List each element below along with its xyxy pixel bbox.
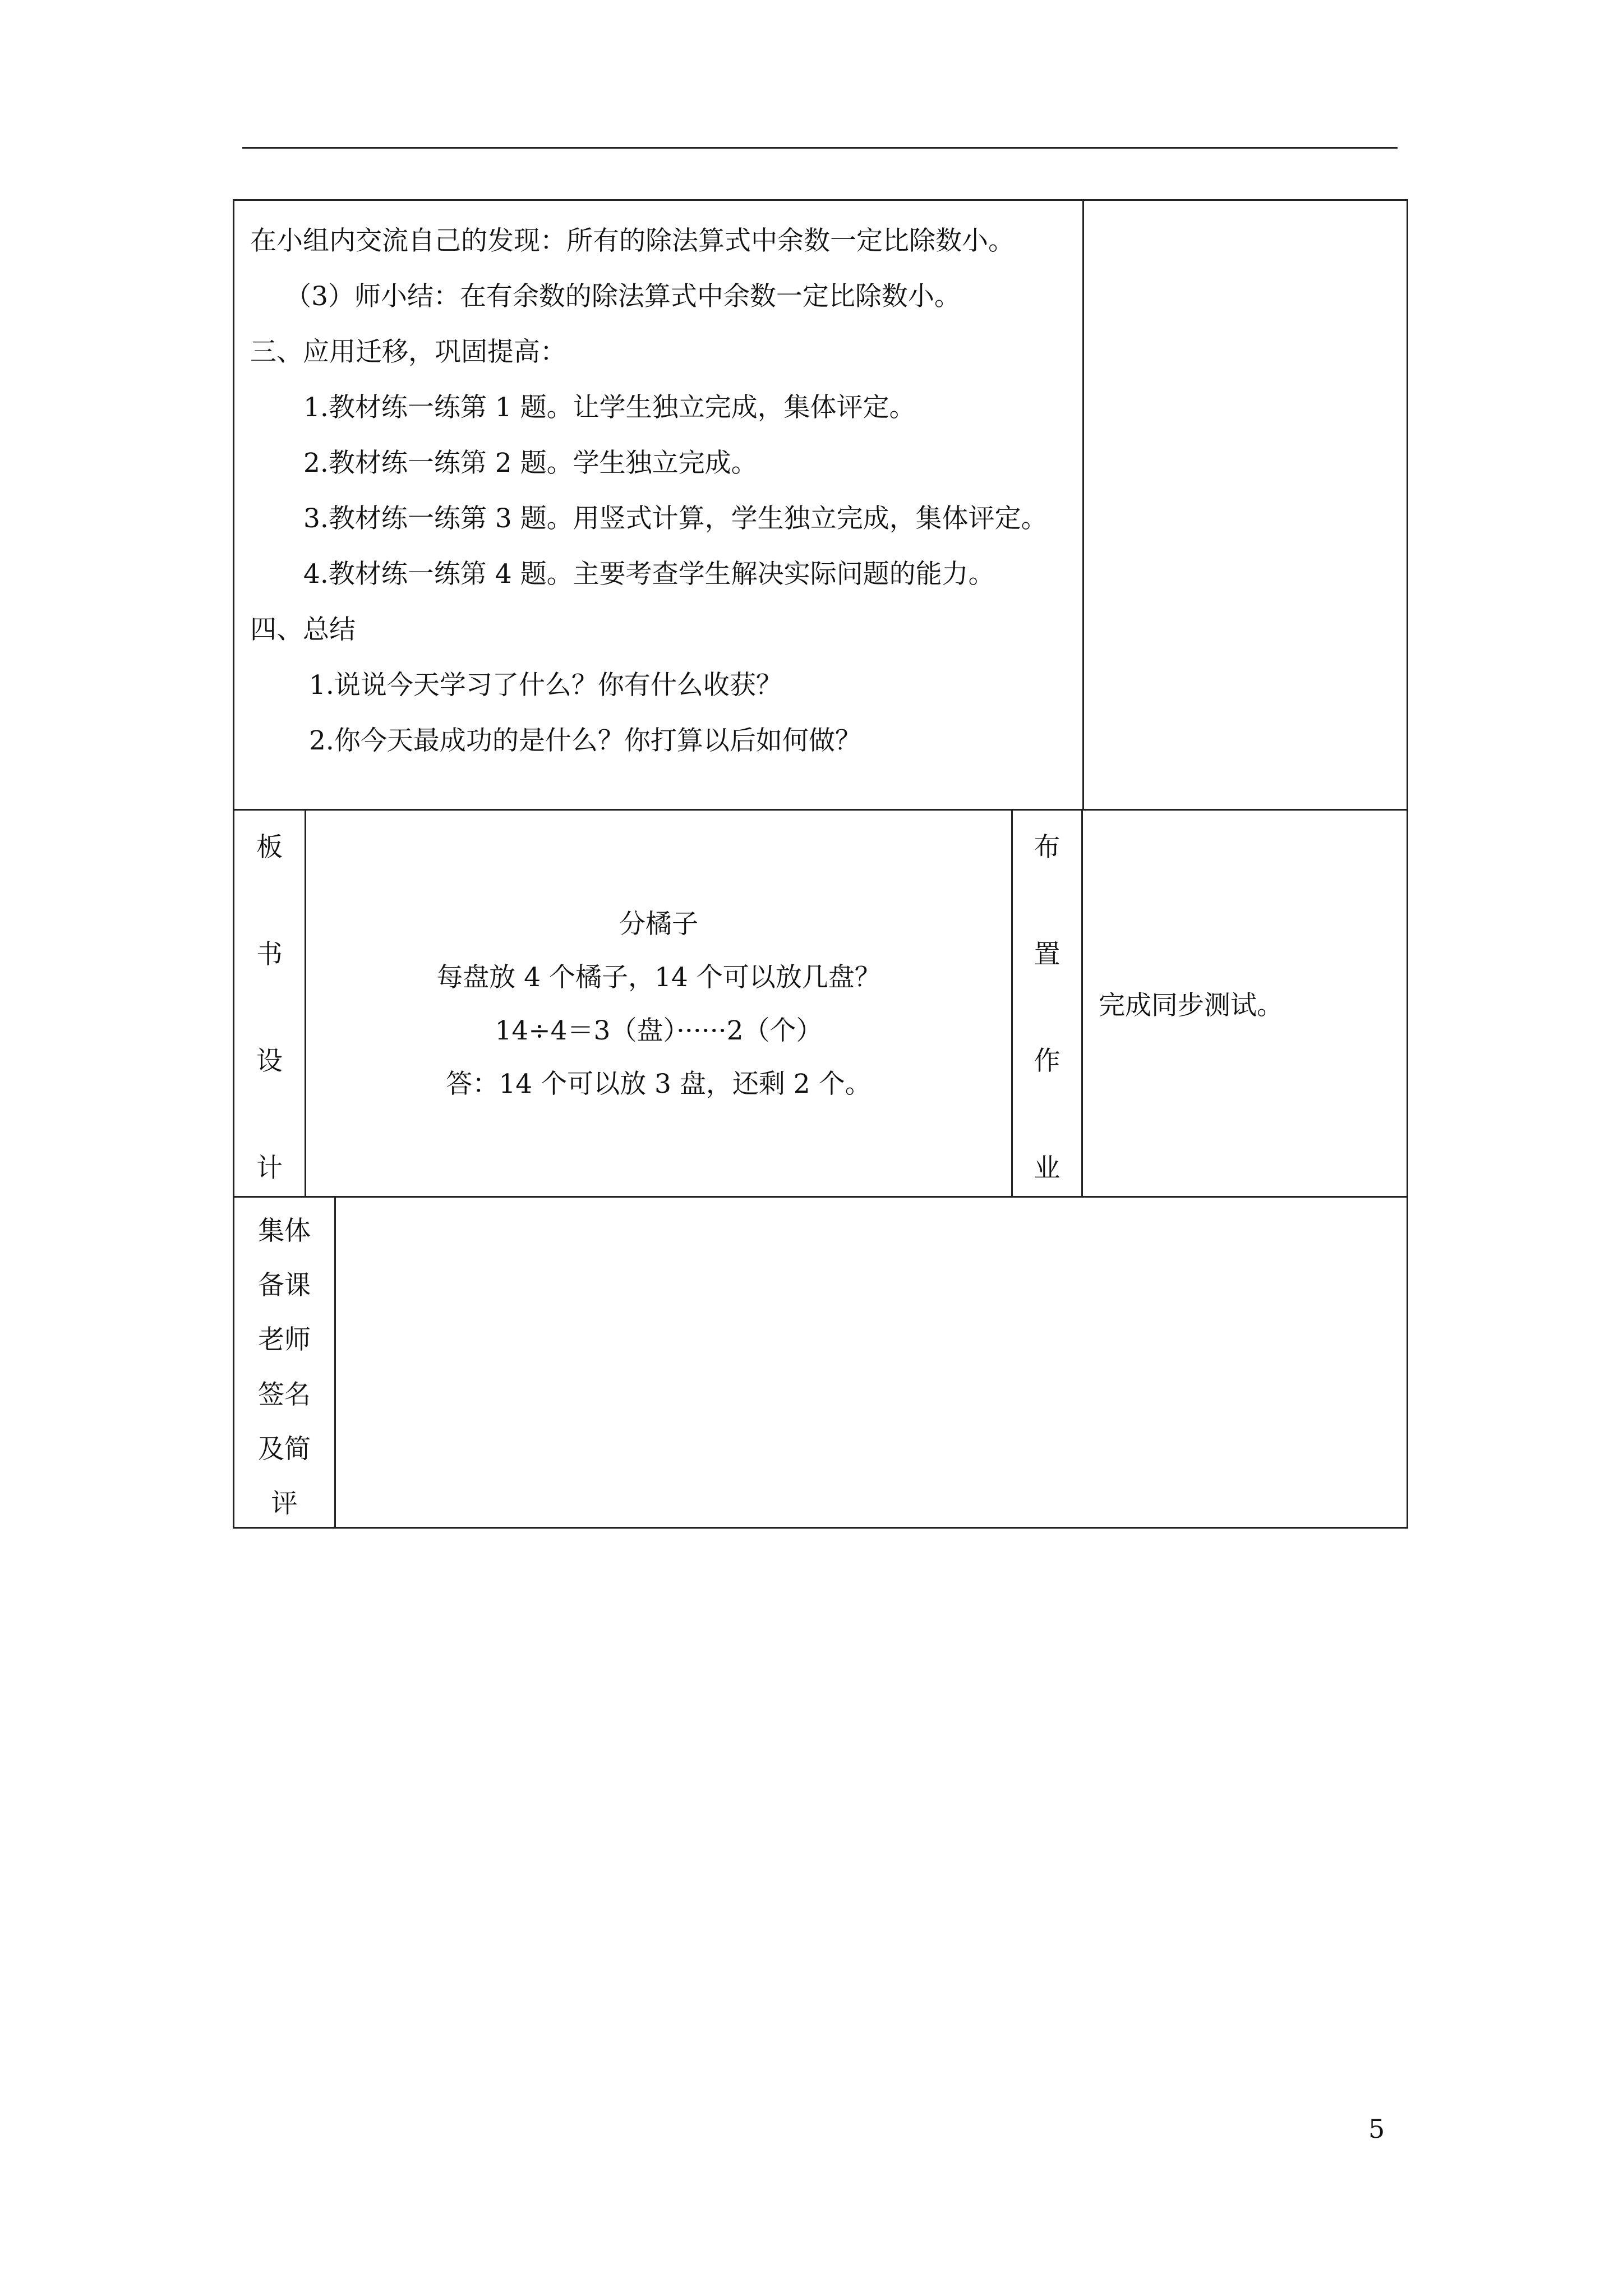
lesson-line: 1.教材练一练第 1 题。让学生独立完成，集体评定。 <box>303 392 916 423</box>
lesson-plan-table <box>233 199 1408 1529</box>
board-design-content <box>305 811 1011 1196</box>
homework-text: 完成同步测试。 <box>1099 990 1283 1021</box>
lesson-line: 4.教材练一练第 4 题。主要考查学生解决实际问题的能力。 <box>303 559 995 590</box>
lesson-line: 1.说说今天学习了什么？你有什么收获？ <box>309 670 782 701</box>
lesson-content-cell <box>234 201 1082 809</box>
lesson-content-row <box>234 201 1407 809</box>
page-number: 5 <box>1368 2114 1385 2144</box>
board-design-row <box>234 809 1407 1196</box>
board-answer: 答：14 个可以放 3 盘，还剩 2 个。 <box>446 1069 872 1099</box>
lesson-line: 2.你今天最成功的是什么？你打算以后如何做？ <box>309 725 861 756</box>
signature-label-line: 及简 <box>258 1433 311 1465</box>
signature-label-line: 集体 <box>258 1216 311 1246</box>
signature-label-line: 评 <box>271 1488 298 1519</box>
lesson-notes-cell <box>1082 201 1407 809</box>
board-problem: 每盘放 4 个橘子，14 个可以放几盘？ <box>436 962 881 993</box>
board-label-char: 板 <box>256 832 283 863</box>
homework-label-char: 作 <box>1034 1046 1061 1077</box>
homework-label-char: 置 <box>1034 938 1061 970</box>
board-design-label <box>234 811 305 1196</box>
lesson-line: 3.教材练一练第 3 题。用竖式计算，学生独立完成，集体评定。 <box>303 503 1048 534</box>
signature-label-line: 备课 <box>258 1270 311 1301</box>
signature-row <box>234 1196 1407 1527</box>
homework-label-char: 业 <box>1034 1152 1061 1184</box>
lesson-line: 在小组内交流自己的发现：所有的除法算式中余数一定比除数小。 <box>250 226 1015 256</box>
homework-content <box>1081 811 1407 1196</box>
signature-label <box>234 1198 334 1527</box>
board-label-char: 计 <box>256 1152 283 1184</box>
homework-label <box>1011 811 1081 1196</box>
board-equation: 14÷4＝3（盘）······2（个） <box>495 1015 823 1046</box>
board-label-char: 设 <box>256 1046 283 1077</box>
signature-area <box>334 1198 1407 1527</box>
lesson-line: 2.教材练一练第 2 题。学生独立完成。 <box>303 448 758 478</box>
homework-label-char: 布 <box>1034 832 1061 863</box>
signature-label-line: 老师 <box>258 1324 311 1356</box>
board-title: 分橘子 <box>619 909 698 940</box>
board-label-char: 书 <box>256 938 283 970</box>
lesson-line: 三、应用迁移，巩固提高： <box>250 337 566 367</box>
lesson-line: 四、总结 <box>250 614 356 645</box>
signature-label-line: 签名 <box>258 1379 311 1410</box>
lesson-line: （3）师小结：在有余数的除法算式中余数一定比除数小。 <box>285 281 961 312</box>
header-rule <box>242 147 1398 149</box>
